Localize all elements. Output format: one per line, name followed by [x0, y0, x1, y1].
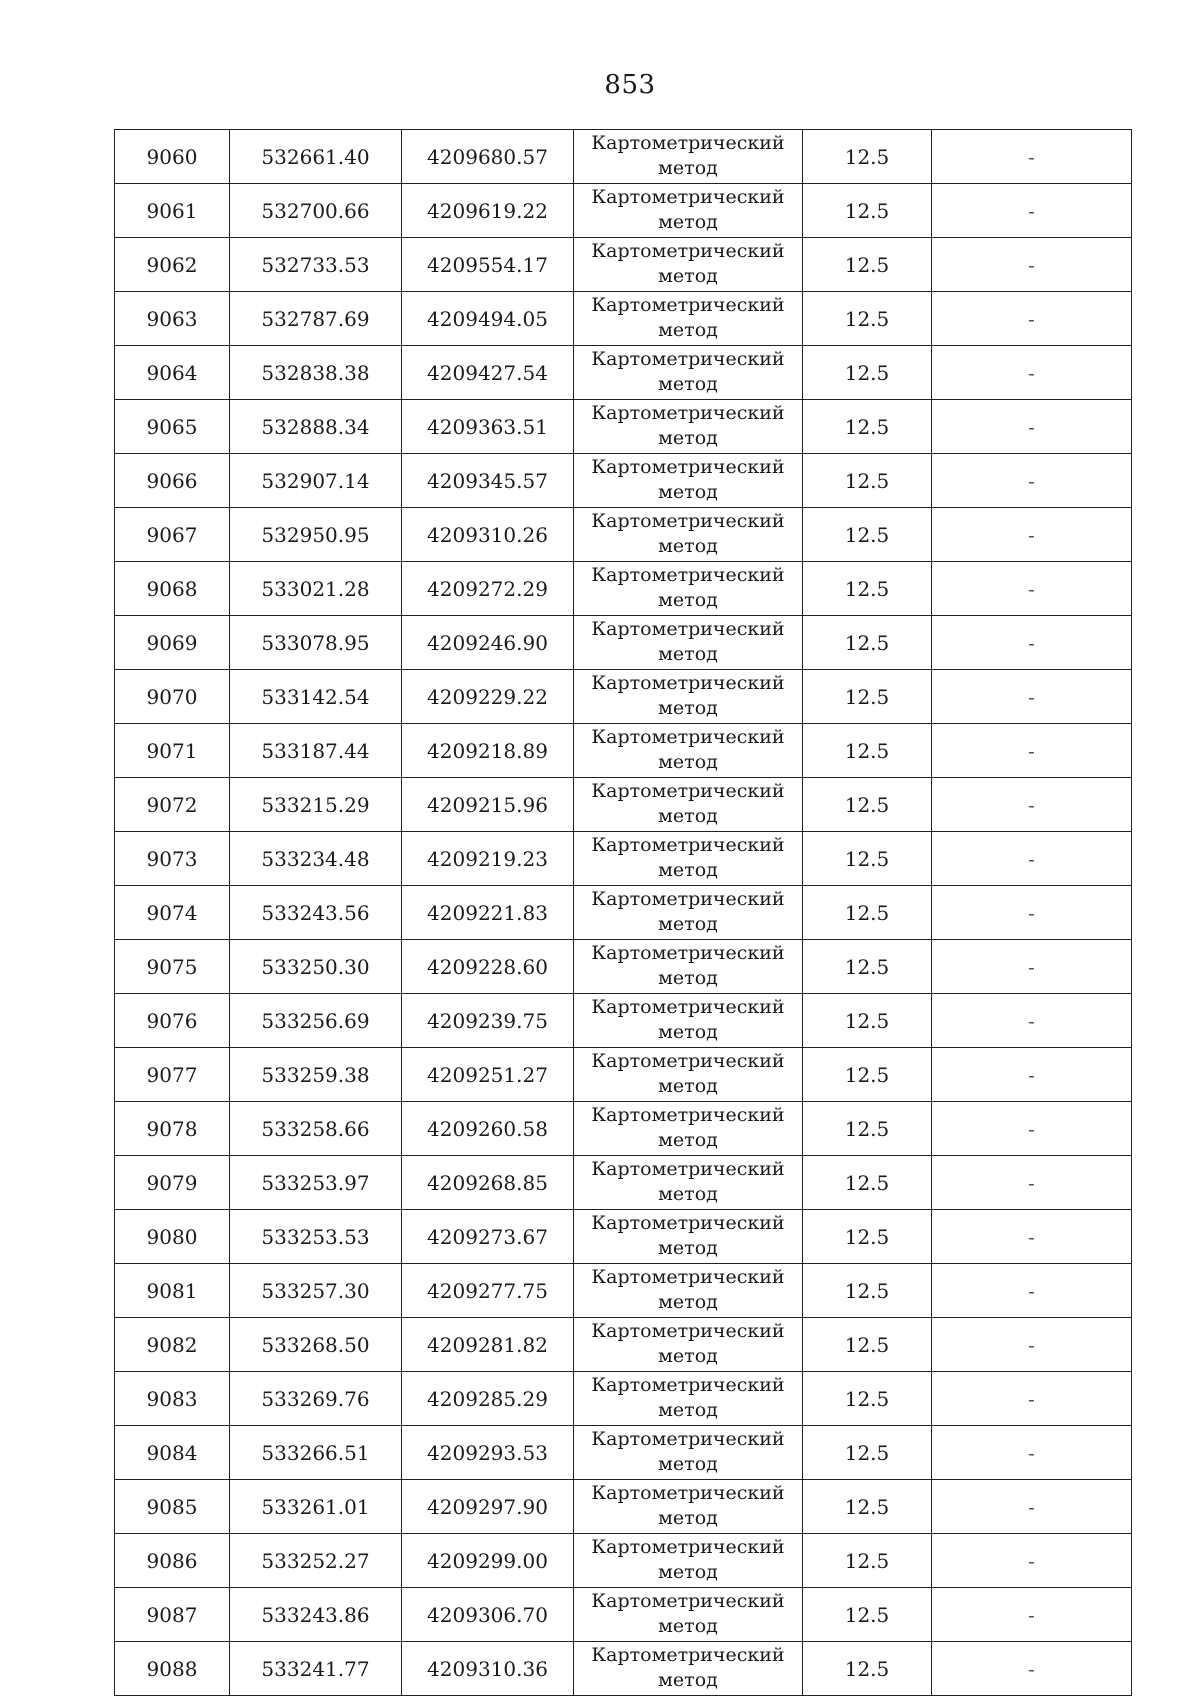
x-coordinate-cell: 533256.69	[230, 994, 402, 1048]
method-line-2: метод	[658, 1074, 718, 1097]
y-coordinate-cell: 4209494.05	[402, 292, 574, 346]
method-line-1: Картометрический	[591, 293, 785, 316]
method-cell	[574, 454, 803, 508]
table-row	[115, 886, 1132, 940]
method-line-1: Картометрический	[591, 239, 785, 262]
method-line-2: метод	[658, 264, 718, 287]
x-coordinate-cell: 533252.27	[230, 1534, 402, 1588]
note-cell: -	[932, 1210, 1132, 1264]
table-row	[115, 1480, 1132, 1534]
table-row	[115, 400, 1132, 454]
method-line-2: метод	[658, 372, 718, 395]
table-row	[115, 1048, 1132, 1102]
table-row	[115, 292, 1132, 346]
method-line-2: метод	[658, 966, 718, 989]
accuracy-cell: 12.5	[803, 346, 932, 400]
table-row	[115, 724, 1132, 778]
method-cell	[574, 940, 803, 994]
accuracy-cell: 12.5	[803, 562, 932, 616]
table-row	[115, 940, 1132, 994]
note-cell: -	[932, 670, 1132, 724]
note-cell: -	[932, 1372, 1132, 1426]
table-row	[115, 1642, 1132, 1696]
accuracy-cell: 12.5	[803, 1372, 932, 1426]
table-row	[115, 238, 1132, 292]
method-line-1: Картометрический	[591, 671, 785, 694]
method-cell	[574, 994, 803, 1048]
point-number-cell: 9072	[115, 778, 230, 832]
method-line-1: Картометрический	[591, 563, 785, 586]
method-cell	[574, 832, 803, 886]
x-coordinate-cell: 532838.38	[230, 346, 402, 400]
note-cell: -	[932, 1264, 1132, 1318]
method-line-1: Картометрический	[591, 1319, 785, 1342]
method-cell	[574, 1318, 803, 1372]
point-number-cell: 9073	[115, 832, 230, 886]
y-coordinate-cell: 4209306.70	[402, 1588, 574, 1642]
point-number-cell: 9084	[115, 1426, 230, 1480]
method-line-1: Картометрический	[591, 1211, 785, 1234]
y-coordinate-cell: 4209427.54	[402, 346, 574, 400]
y-coordinate-cell: 4209293.53	[402, 1426, 574, 1480]
point-number-cell: 9063	[115, 292, 230, 346]
method-cell	[574, 1210, 803, 1264]
method-line-2: метод	[658, 1344, 718, 1367]
accuracy-cell: 12.5	[803, 778, 932, 832]
table-row	[115, 670, 1132, 724]
method-line-1: Картометрический	[591, 1157, 785, 1180]
table-row	[115, 1156, 1132, 1210]
method-cell	[574, 670, 803, 724]
accuracy-cell: 12.5	[803, 1102, 932, 1156]
note-cell: -	[932, 454, 1132, 508]
y-coordinate-cell: 4209251.27	[402, 1048, 574, 1102]
method-line-2: метод	[658, 588, 718, 611]
note-cell: -	[932, 130, 1132, 184]
method-cell	[574, 1102, 803, 1156]
method-cell	[574, 1156, 803, 1210]
method-line-2: метод	[658, 426, 718, 449]
accuracy-cell: 12.5	[803, 940, 932, 994]
point-number-cell: 9070	[115, 670, 230, 724]
method-line-1: Картометрический	[591, 779, 785, 802]
point-number-cell: 9065	[115, 400, 230, 454]
x-coordinate-cell: 533253.97	[230, 1156, 402, 1210]
accuracy-cell: 12.5	[803, 1156, 932, 1210]
y-coordinate-cell: 4209680.57	[402, 130, 574, 184]
method-line-2: метод	[658, 912, 718, 935]
table-row	[115, 454, 1132, 508]
method-line-2: метод	[658, 1614, 718, 1637]
point-number-cell: 9078	[115, 1102, 230, 1156]
accuracy-cell: 12.5	[803, 724, 932, 778]
method-cell	[574, 562, 803, 616]
method-cell	[574, 1048, 803, 1102]
x-coordinate-cell: 532733.53	[230, 238, 402, 292]
point-number-cell: 9061	[115, 184, 230, 238]
y-coordinate-cell: 4209310.36	[402, 1642, 574, 1696]
accuracy-cell: 12.5	[803, 670, 932, 724]
coordinates-table	[114, 129, 1132, 1696]
method-cell	[574, 1642, 803, 1696]
note-cell: -	[932, 832, 1132, 886]
accuracy-cell: 12.5	[803, 454, 932, 508]
method-cell	[574, 616, 803, 670]
note-cell: -	[932, 508, 1132, 562]
accuracy-cell: 12.5	[803, 1264, 932, 1318]
note-cell: -	[932, 400, 1132, 454]
note-cell: -	[932, 1048, 1132, 1102]
point-number-cell: 9071	[115, 724, 230, 778]
point-number-cell: 9067	[115, 508, 230, 562]
x-coordinate-cell: 533250.30	[230, 940, 402, 994]
table-row	[115, 832, 1132, 886]
x-coordinate-cell: 533021.28	[230, 562, 402, 616]
note-cell: -	[932, 1642, 1132, 1696]
point-number-cell: 9080	[115, 1210, 230, 1264]
y-coordinate-cell: 4209297.90	[402, 1480, 574, 1534]
method-cell	[574, 400, 803, 454]
note-cell: -	[932, 292, 1132, 346]
method-line-1: Картометрический	[591, 455, 785, 478]
method-line-1: Картометрический	[591, 1535, 785, 1558]
note-cell: -	[932, 1318, 1132, 1372]
y-coordinate-cell: 4209345.57	[402, 454, 574, 508]
method-line-1: Картометрический	[591, 725, 785, 748]
method-line-1: Картометрический	[591, 1589, 785, 1612]
accuracy-cell: 12.5	[803, 292, 932, 346]
method-line-1: Картометрический	[591, 833, 785, 856]
x-coordinate-cell: 533234.48	[230, 832, 402, 886]
x-coordinate-cell: 532888.34	[230, 400, 402, 454]
point-number-cell: 9074	[115, 886, 230, 940]
method-line-1: Картометрический	[591, 887, 785, 910]
note-cell: -	[932, 238, 1132, 292]
method-line-2: метод	[658, 318, 718, 341]
method-line-1: Картометрический	[591, 1103, 785, 1126]
note-cell: -	[932, 616, 1132, 670]
point-number-cell: 9064	[115, 346, 230, 400]
method-line-2: метод	[658, 156, 718, 179]
method-cell	[574, 1588, 803, 1642]
y-coordinate-cell: 4209277.75	[402, 1264, 574, 1318]
accuracy-cell: 12.5	[803, 832, 932, 886]
method-line-1: Картометрический	[591, 1643, 785, 1666]
method-line-2: метод	[658, 1020, 718, 1043]
coordinates-table-body	[115, 130, 1132, 1696]
table-row	[115, 1210, 1132, 1264]
method-cell	[574, 778, 803, 832]
note-cell: -	[932, 940, 1132, 994]
x-coordinate-cell: 533241.77	[230, 1642, 402, 1696]
method-line-1: Картометрический	[591, 185, 785, 208]
accuracy-cell: 12.5	[803, 1318, 932, 1372]
method-line-1: Картометрический	[591, 941, 785, 964]
table-row	[115, 184, 1132, 238]
method-cell	[574, 1372, 803, 1426]
point-number-cell: 9068	[115, 562, 230, 616]
y-coordinate-cell: 4209363.51	[402, 400, 574, 454]
method-line-2: метод	[658, 642, 718, 665]
x-coordinate-cell: 533257.30	[230, 1264, 402, 1318]
y-coordinate-cell: 4209619.22	[402, 184, 574, 238]
y-coordinate-cell: 4209272.29	[402, 562, 574, 616]
point-number-cell: 9086	[115, 1534, 230, 1588]
point-number-cell: 9083	[115, 1372, 230, 1426]
x-coordinate-cell: 533266.51	[230, 1426, 402, 1480]
x-coordinate-cell: 533243.56	[230, 886, 402, 940]
note-cell: -	[932, 562, 1132, 616]
x-coordinate-cell: 532950.95	[230, 508, 402, 562]
x-coordinate-cell: 532700.66	[230, 184, 402, 238]
note-cell: -	[932, 886, 1132, 940]
accuracy-cell: 12.5	[803, 994, 932, 1048]
table-row	[115, 1102, 1132, 1156]
x-coordinate-cell: 533142.54	[230, 670, 402, 724]
point-number-cell: 9079	[115, 1156, 230, 1210]
x-coordinate-cell: 533268.50	[230, 1318, 402, 1372]
accuracy-cell: 12.5	[803, 1480, 932, 1534]
note-cell: -	[932, 184, 1132, 238]
method-line-2: метод	[658, 804, 718, 827]
x-coordinate-cell: 532661.40	[230, 130, 402, 184]
x-coordinate-cell: 532787.69	[230, 292, 402, 346]
method-line-2: метод	[658, 1182, 718, 1205]
method-line-1: Картометрический	[591, 347, 785, 370]
accuracy-cell: 12.5	[803, 1426, 932, 1480]
x-coordinate-cell: 532907.14	[230, 454, 402, 508]
point-number-cell: 9082	[115, 1318, 230, 1372]
method-cell	[574, 886, 803, 940]
note-cell: -	[932, 1156, 1132, 1210]
accuracy-cell: 12.5	[803, 400, 932, 454]
point-number-cell: 9069	[115, 616, 230, 670]
x-coordinate-cell: 533261.01	[230, 1480, 402, 1534]
y-coordinate-cell: 4209239.75	[402, 994, 574, 1048]
accuracy-cell: 12.5	[803, 1534, 932, 1588]
method-line-1: Картометрический	[591, 1427, 785, 1450]
method-line-1: Картометрический	[591, 995, 785, 1018]
method-line-2: метод	[658, 1668, 718, 1691]
table-row	[115, 562, 1132, 616]
method-line-2: метод	[658, 1290, 718, 1313]
method-cell	[574, 508, 803, 562]
x-coordinate-cell: 533187.44	[230, 724, 402, 778]
table-row	[115, 778, 1132, 832]
point-number-cell: 9081	[115, 1264, 230, 1318]
method-line-2: метод	[658, 696, 718, 719]
table-row	[115, 130, 1132, 184]
y-coordinate-cell: 4209273.67	[402, 1210, 574, 1264]
accuracy-cell: 12.5	[803, 1210, 932, 1264]
method-line-1: Картометрический	[591, 131, 785, 154]
method-line-1: Картометрический	[591, 617, 785, 640]
y-coordinate-cell: 4209218.89	[402, 724, 574, 778]
accuracy-cell: 12.5	[803, 1048, 932, 1102]
method-line-2: метод	[658, 1398, 718, 1421]
method-line-2: метод	[658, 1452, 718, 1475]
note-cell: -	[932, 1480, 1132, 1534]
point-number-cell: 9062	[115, 238, 230, 292]
point-number-cell: 9088	[115, 1642, 230, 1696]
accuracy-cell: 12.5	[803, 616, 932, 670]
method-line-2: метод	[658, 1128, 718, 1151]
method-line-2: метод	[658, 534, 718, 557]
method-line-2: метод	[658, 480, 718, 503]
y-coordinate-cell: 4209554.17	[402, 238, 574, 292]
method-line-1: Картометрический	[591, 1049, 785, 1072]
method-line-2: метод	[658, 210, 718, 233]
note-cell: -	[932, 1102, 1132, 1156]
method-cell	[574, 1264, 803, 1318]
method-cell	[574, 1534, 803, 1588]
x-coordinate-cell: 533259.38	[230, 1048, 402, 1102]
accuracy-cell: 12.5	[803, 130, 932, 184]
y-coordinate-cell: 4209310.26	[402, 508, 574, 562]
y-coordinate-cell: 4209281.82	[402, 1318, 574, 1372]
y-coordinate-cell: 4209260.58	[402, 1102, 574, 1156]
method-line-2: метод	[658, 1236, 718, 1259]
table-row	[115, 1318, 1132, 1372]
y-coordinate-cell: 4209299.00	[402, 1534, 574, 1588]
method-cell	[574, 724, 803, 778]
x-coordinate-cell: 533243.86	[230, 1588, 402, 1642]
method-cell	[574, 292, 803, 346]
method-line-2: метод	[658, 858, 718, 881]
x-coordinate-cell: 533269.76	[230, 1372, 402, 1426]
point-number-cell: 9075	[115, 940, 230, 994]
x-coordinate-cell: 533215.29	[230, 778, 402, 832]
y-coordinate-cell: 4209229.22	[402, 670, 574, 724]
x-coordinate-cell: 533078.95	[230, 616, 402, 670]
x-coordinate-cell: 533258.66	[230, 1102, 402, 1156]
y-coordinate-cell: 4209215.96	[402, 778, 574, 832]
point-number-cell: 9060	[115, 130, 230, 184]
table-row	[115, 346, 1132, 400]
note-cell: -	[932, 1534, 1132, 1588]
table-row	[115, 1534, 1132, 1588]
method-line-1: Картометрический	[591, 1481, 785, 1504]
method-line-1: Картометрический	[591, 1265, 785, 1288]
y-coordinate-cell: 4209268.85	[402, 1156, 574, 1210]
note-cell: -	[932, 994, 1132, 1048]
method-line-2: метод	[658, 750, 718, 773]
point-number-cell: 9066	[115, 454, 230, 508]
method-cell	[574, 130, 803, 184]
accuracy-cell: 12.5	[803, 508, 932, 562]
table-row	[115, 994, 1132, 1048]
table-row	[115, 1426, 1132, 1480]
accuracy-cell: 12.5	[803, 1642, 932, 1696]
method-cell	[574, 1480, 803, 1534]
accuracy-cell: 12.5	[803, 1588, 932, 1642]
accuracy-cell: 12.5	[803, 184, 932, 238]
y-coordinate-cell: 4209221.83	[402, 886, 574, 940]
method-line-1: Картометрический	[591, 1373, 785, 1396]
method-cell	[574, 1426, 803, 1480]
note-cell: -	[932, 724, 1132, 778]
table-row	[115, 508, 1132, 562]
accuracy-cell: 12.5	[803, 238, 932, 292]
note-cell: -	[932, 346, 1132, 400]
y-coordinate-cell: 4209285.29	[402, 1372, 574, 1426]
method-cell	[574, 238, 803, 292]
point-number-cell: 9085	[115, 1480, 230, 1534]
point-number-cell: 9087	[115, 1588, 230, 1642]
y-coordinate-cell: 4209246.90	[402, 616, 574, 670]
x-coordinate-cell: 533253.53	[230, 1210, 402, 1264]
method-line-1: Картометрический	[591, 509, 785, 532]
method-line-2: метод	[658, 1506, 718, 1529]
table-row	[115, 1588, 1132, 1642]
method-cell	[574, 346, 803, 400]
method-line-1: Картометрический	[591, 401, 785, 424]
method-cell	[574, 184, 803, 238]
point-number-cell: 9077	[115, 1048, 230, 1102]
point-number-cell: 9076	[115, 994, 230, 1048]
table-row	[115, 1264, 1132, 1318]
y-coordinate-cell: 4209228.60	[402, 940, 574, 994]
table-row	[115, 1372, 1132, 1426]
method-line-2: метод	[658, 1560, 718, 1583]
table-row	[115, 616, 1132, 670]
accuracy-cell: 12.5	[803, 886, 932, 940]
note-cell: -	[932, 1426, 1132, 1480]
y-coordinate-cell: 4209219.23	[402, 832, 574, 886]
note-cell: -	[932, 1588, 1132, 1642]
page-number: 853	[604, 70, 656, 100]
note-cell: -	[932, 778, 1132, 832]
